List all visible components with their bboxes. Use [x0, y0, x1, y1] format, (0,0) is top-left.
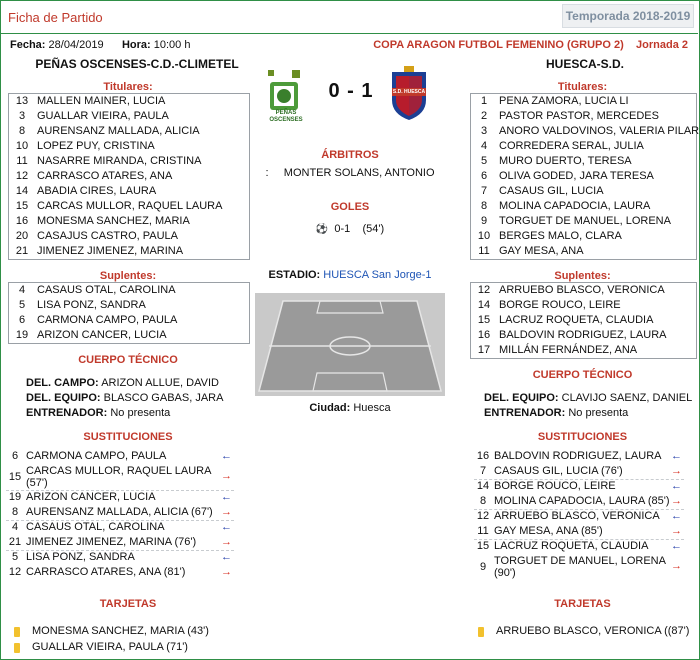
player-row: [9, 328, 249, 343]
competition-name: COPA ARAGON FUTBOL FEMENINO (GRUPO 2): [373, 39, 624, 51]
home-team-badge: [264, 66, 308, 126]
player-name: GAY MESA, ANA: [499, 245, 584, 257]
arbitro-prefix: :: [265, 167, 269, 179]
sub-player-name: LISA PONZ, SANDRA: [26, 551, 135, 563]
substitution-row: [6, 551, 234, 564]
sub-number: 7: [479, 465, 487, 477]
sub-number: 16: [476, 450, 490, 462]
entrenador-value: No presenta: [110, 407, 171, 419]
player-number: 10: [477, 230, 491, 242]
substitution-row: [474, 525, 684, 538]
ciudad-label: Ciudad:: [309, 402, 351, 414]
player-row: [471, 139, 696, 154]
player-row: [9, 124, 249, 139]
player-name: CARCAS MULLOR, RAQUEL LAURA: [37, 200, 223, 212]
del-equipo-label: DEL. EQUIPO:: [484, 392, 559, 404]
substitution-row: [6, 491, 234, 504]
arrow-right-icon: →: [671, 560, 682, 572]
player-number: 9: [480, 215, 488, 227]
sub-player-name: BALDOVIN RODRIGUEZ, LAURA: [494, 450, 662, 462]
card-player-name: GUALLAR VIEIRA, PAULA (71'): [32, 641, 188, 653]
player-name: ARRUEBO BLASCO, VERONICA: [499, 284, 665, 296]
sub-player-name: AURENSANZ MALLADA, ALICIA (67'): [26, 506, 213, 518]
sub-player-name: TORGUET DE MANUEL, LORENA: [494, 555, 666, 567]
sub-player-name: CASAUS GIL, LUCIA (76'): [494, 465, 623, 477]
substitution-row: [474, 480, 684, 493]
player-number: 5: [18, 299, 26, 311]
del-equipo-value: BLASCO GABAS, JARA: [103, 392, 224, 404]
away-suplentes-title: Suplentes:: [554, 270, 611, 282]
player-name: AURENSANZ MALLADA, ALICIA: [37, 125, 200, 137]
competition-info: [373, 39, 688, 51]
season-badge: Temporada 2018-2019: [562, 4, 694, 28]
substitution-row: [6, 566, 234, 579]
home-titulares-title: Titulares:: [103, 81, 153, 93]
player-number: 4: [480, 140, 488, 152]
sub-number: 21: [8, 536, 22, 548]
arrow-left-icon: ←: [671, 510, 682, 522]
away-sustituciones-title: SUSTITUCIONES: [537, 431, 628, 443]
arrow-left-icon: ←: [221, 491, 232, 503]
sub-number: 19: [8, 491, 22, 503]
player-number: 3: [480, 125, 488, 137]
player-name: MILLÁN FERNÁNDEZ, ANA: [499, 344, 638, 356]
away-badge-text: S.D. HUESCA: [392, 89, 426, 95]
sub-player-name: ARRUEBO BLASCO, VERONICA: [494, 510, 660, 522]
player-row: [9, 184, 249, 199]
arrow-right-icon: →: [221, 470, 232, 482]
player-number: 6: [18, 314, 26, 326]
away-titulares-title: Titulares:: [557, 81, 608, 93]
away-entrenador: [484, 407, 628, 419]
player-number: 2: [480, 110, 488, 122]
player-name: CORREDERA SERAL, JULIA: [499, 140, 644, 152]
arrow-right-icon: →: [221, 566, 232, 578]
player-number: 14: [477, 299, 491, 311]
arbitros-title: [230, 149, 470, 161]
away-team-name: HUESCA-S.D.: [545, 57, 624, 71]
player-row: [471, 109, 696, 124]
away-titulares-list: [470, 93, 700, 260]
arrow-left-icon: ←: [671, 450, 682, 462]
home-titulares-list: [8, 93, 250, 260]
player-number: 3: [18, 110, 26, 122]
sub-player-name: BORGE ROUCO, LEIRE: [494, 480, 616, 492]
entrenador-label: ENTRENADOR:: [484, 407, 566, 419]
substitution-row: [6, 506, 234, 519]
player-name: ARIZON CANCER, LUCIA: [37, 329, 167, 341]
substitution-row: [6, 465, 234, 489]
hora-label: Hora:: [121, 39, 151, 51]
arrow-left-icon: ←: [221, 521, 232, 533]
player-row: [9, 154, 249, 169]
player-name: JIMENEZ JIMENEZ, MARINA: [37, 245, 184, 257]
player-number: 14: [15, 185, 29, 197]
substitution-row: [474, 495, 684, 508]
home-sustituciones-title: SUSTITUCIONES: [83, 431, 173, 443]
sub-number: 9: [479, 561, 487, 573]
player-number: 15: [477, 314, 491, 326]
player-name: CARMONA CAMPO, PAULA: [37, 314, 178, 326]
player-name: MURO DUERTO, TERESA: [499, 155, 632, 167]
goal-minute: (54'): [362, 223, 385, 235]
player-name: CASAJUS CASTRO, PAULA: [37, 230, 178, 242]
player-number: 16: [15, 215, 29, 227]
player-number: 11: [478, 245, 490, 257]
entrenador-value: No presenta: [568, 407, 629, 419]
card-player-name: MONESMA SANCHEZ, MARIA (43'): [32, 625, 209, 637]
player-name: PASTOR PASTOR, MERCEDES: [499, 110, 659, 122]
arbitros-heading: ÁRBITROS: [321, 149, 379, 161]
del-campo-label: DEL. CAMPO:: [26, 377, 99, 389]
yellow-card-icon: [14, 627, 20, 637]
home-del-campo: [26, 377, 219, 389]
player-row: [471, 328, 696, 343]
sub-player-name: JIMENEZ JIMENEZ, MARINA (76'): [26, 536, 197, 548]
ciudad-value: Huesca: [353, 402, 391, 414]
yellow-card-icon: [14, 643, 20, 653]
player-row: [9, 139, 249, 154]
sub-number: 14: [476, 480, 490, 492]
arbitro-name: MONTER SOLANS, ANTONIO: [283, 167, 435, 179]
estadio-line: [230, 269, 470, 281]
player-name: BERGES MALO, CLARA: [499, 230, 622, 242]
player-row: [471, 229, 696, 244]
player-row: [471, 94, 696, 109]
player-row: [471, 343, 696, 358]
player-number: 10: [15, 140, 29, 152]
arrow-right-icon: →: [671, 525, 682, 537]
player-row: [9, 109, 249, 124]
player-number: 4: [18, 284, 26, 296]
substitution-row: [6, 521, 234, 534]
player-row: [9, 313, 249, 328]
sub-number: 6: [11, 450, 19, 462]
player-number: 20: [15, 230, 29, 242]
player-number: 8: [18, 125, 26, 137]
yellow-card-icon: [478, 627, 484, 637]
goal-score: 0-1: [334, 223, 351, 235]
sub-player-name: CASAUS OTAL, CAROLINA: [26, 521, 165, 533]
arrow-right-icon: →: [671, 465, 682, 477]
goles-title: [230, 201, 470, 213]
estadio-link[interactable]: HUESCA San Jorge-1: [323, 269, 432, 281]
player-name: MOLINA CAPADOCIA, LAURA: [499, 200, 651, 212]
player-row: [471, 199, 696, 214]
arrow-right-icon: →: [221, 536, 232, 548]
home-suplentes-list: [8, 282, 250, 344]
hora-value: 10:00 h: [153, 39, 191, 51]
player-name: MONESMA SANCHEZ, MARIA: [37, 215, 190, 227]
sub-minute: (57'): [26, 477, 48, 489]
away-suplentes-list: [470, 282, 697, 359]
arrow-left-icon: ←: [671, 480, 682, 492]
entrenador-label: ENTRENADOR:: [26, 407, 108, 419]
player-name: OLIVA GODED, JARA TERESA: [499, 170, 654, 182]
player-row: [471, 283, 696, 298]
player-row: [9, 229, 249, 244]
arrow-left-icon: ←: [221, 450, 232, 462]
header-bar: [0, 0, 698, 34]
player-row: [9, 169, 249, 184]
player-row: [9, 283, 249, 298]
player-number: 15: [15, 200, 29, 212]
player-name: CASAUS OTAL, CAROLINA: [37, 284, 176, 296]
match-date-time: [10, 39, 190, 51]
page-title: Ficha de Partido: [8, 10, 103, 25]
player-number: 6: [480, 170, 488, 182]
del-equipo-label: DEL. EQUIPO:: [26, 392, 101, 404]
sub-number: 4: [11, 521, 19, 533]
player-name: CARRASCO ATARES, ANA: [37, 170, 173, 182]
del-campo-value: ARIZON ALLUE, DAVID: [101, 377, 219, 389]
player-number: 16: [477, 329, 491, 341]
home-badge-text: PEÑAS OSCENSES: [269, 110, 303, 123]
player-name: LACRUZ ROQUETA, CLAUDIA: [499, 314, 654, 326]
home-tarjetas-title: TARJETAS: [99, 598, 157, 610]
ball-icon: ⚽: [315, 224, 329, 235]
player-name: MALLEN MAINER, LUCIA: [37, 95, 166, 107]
substitution-row: [474, 465, 684, 478]
home-entrenador: [26, 407, 170, 419]
card-player-name: ARRUEBO BLASCO, VERONICA ((87'): [496, 625, 690, 637]
substitution-row: [474, 510, 684, 523]
player-name: PENA ZAMORA, LUCIA LI: [499, 95, 629, 107]
player-name: CASAUS GIL, LUCIA: [499, 185, 604, 197]
del-equipo-value: CLAVIJO SAENZ, DANIEL: [561, 392, 693, 404]
player-name: BALDOVIN RODRIGUEZ, LAURA: [499, 329, 667, 341]
substitution-row: [474, 540, 684, 553]
estadio-label: ESTADIO:: [268, 269, 321, 281]
player-row: [9, 298, 249, 313]
away-cuerpo-tecnico-title: CUERPO TÉCNICO: [532, 369, 633, 381]
player-row: [9, 94, 249, 109]
match-score: 0 - 1: [328, 80, 374, 102]
goles-heading: GOLES: [330, 201, 370, 213]
substitution-row: [474, 555, 684, 579]
home-del-equipo: [26, 392, 223, 404]
home-team-name: PEÑAS OSCENSES-C.D.-CLIMETEL: [35, 57, 239, 71]
arbitro-line: [230, 167, 470, 179]
player-number: 11: [16, 155, 28, 167]
player-name: BORGE ROUCO, LEIRE: [499, 299, 621, 311]
player-row: [9, 214, 249, 229]
player-number: 17: [477, 344, 491, 356]
away-tarjetas-title: TARJETAS: [554, 598, 611, 610]
sub-player-name: CARCAS MULLOR, RAQUEL LAURA: [26, 465, 212, 477]
player-number: 7: [480, 185, 488, 197]
sub-minute: (90'): [494, 567, 516, 579]
arrow-left-icon: ←: [671, 540, 682, 552]
sub-number: 11: [477, 525, 489, 537]
player-row: [471, 244, 696, 259]
home-suplentes-title: Suplentes:: [99, 270, 157, 282]
fecha-label: Fecha:: [10, 39, 46, 51]
player-row: [471, 154, 696, 169]
player-row: [471, 169, 696, 184]
sub-number: 8: [479, 495, 487, 507]
player-number: 13: [15, 95, 29, 107]
jornada: Jornada 2: [636, 39, 688, 51]
arrow-left-icon: ←: [221, 551, 232, 563]
player-row: [471, 298, 696, 313]
player-name: LISA PONZ, SANDRA: [37, 299, 146, 311]
fecha-value: 28/04/2019: [48, 39, 104, 51]
player-row: [471, 214, 696, 229]
sub-player-name: MOLINA CAPADOCIA, LAURA (85'): [494, 495, 670, 507]
player-number: 12: [15, 170, 29, 182]
player-number: 8: [480, 200, 488, 212]
player-name: LOPEZ PUY, CRISTINA: [37, 140, 155, 152]
substitution-row: [474, 450, 684, 463]
player-number: 19: [15, 329, 29, 341]
pitch-image: [255, 293, 445, 396]
ciudad-line: [230, 402, 470, 414]
player-row: [471, 124, 700, 139]
arrow-right-icon: →: [221, 506, 232, 518]
player-name: GUALLAR VIEIRA, PAULA: [37, 110, 169, 122]
sub-player-name: ARIZON CANCER, LUCIA: [26, 491, 156, 503]
sub-number: 12: [476, 510, 490, 522]
player-number: 5: [480, 155, 488, 167]
player-row: [471, 313, 696, 328]
substitution-row: [6, 536, 234, 549]
substitution-row: [6, 450, 234, 463]
sub-number: 15: [8, 471, 22, 483]
sub-player-name: GAY MESA, ANA (85'): [494, 525, 603, 537]
sub-player-name: CARMONA CAMPO, PAULA: [26, 450, 167, 462]
sub-number: 15: [476, 540, 490, 552]
player-name: NASARRE MIRANDA, CRISTINA: [37, 155, 202, 167]
player-row: [471, 184, 696, 199]
player-name: TORGUET DE MANUEL, LORENA: [499, 215, 671, 227]
player-row: [9, 244, 249, 259]
sub-number: 12: [8, 566, 22, 578]
goal-line: [230, 223, 470, 235]
sub-number: 5: [11, 551, 19, 563]
sub-number: 8: [11, 506, 19, 518]
player-row: [9, 199, 249, 214]
player-number: 1: [480, 95, 488, 107]
player-number: 12: [477, 284, 491, 296]
player-name: ABADIA CIRES, LAURA: [37, 185, 157, 197]
home-cuerpo-tecnico-title: CUERPO TÉCNICO: [78, 354, 178, 366]
player-number: 21: [15, 245, 29, 257]
player-name: ANORO VALDOVINOS, VALERIA PILAR: [499, 125, 700, 137]
arrow-right-icon: →: [671, 495, 682, 507]
sub-player-name: CARRASCO ATARES, ANA (81'): [26, 566, 186, 578]
away-del-equipo: [484, 392, 692, 404]
sub-player-name: LACRUZ ROQUETA, CLAUDIA: [494, 540, 649, 552]
